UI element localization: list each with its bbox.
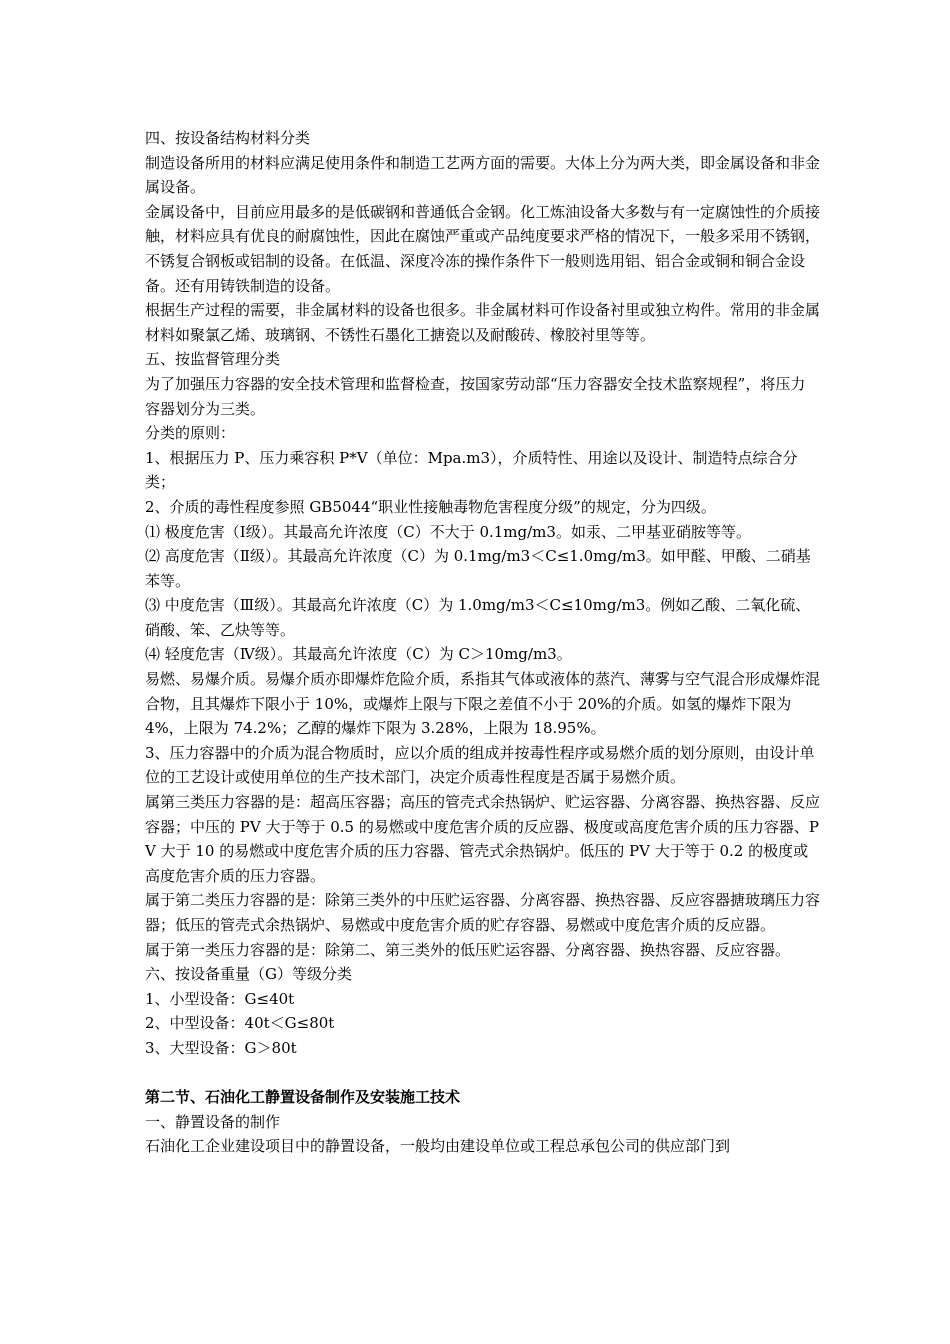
- heading-structure-material: 四、按设备结构材料分类: [145, 129, 311, 147]
- list-item: 1、小型设备：G≤40t: [145, 989, 295, 1008]
- paragraph: 属于第二类压力容器的是：除第三类外的中压贮运容器、分离容器、换热容器、反应容器搪玻璃压力容器；低压的管壳式余热锅炉、易燃或中度危害介质的贮存容器、易燃或中度危害介质的反应器。: [145, 891, 821, 934]
- paragraph: 为了加强压力容器的安全技术管理和监督检查，按国家劳动部“压力容器安全技术监察规程”，将压力容器划分为三类。: [145, 374, 806, 418]
- paragraph: 易燃、易爆介质。易爆介质亦即爆炸危险介质，系指其气体或液体的蒸汽、薄雾与空气混合形成爆炸混合物，且其爆炸下限小于 10%，或爆炸上限与下限之差值不小于 20%的介质。如氢的爆炸下限为 4%，上限为 74.2%；乙醇的爆炸下限为 3.28%，上限为 18.95%。: [145, 670, 821, 738]
- document-body: [145, 126, 820, 1159]
- list-item: 3、压力容器中的介质为混合物质时，应以介质的组成并按毒性程序或易燃介质的划分原则，由设计单位的工艺设计或使用单位的生产技术部门，决定介质毒性程度是否属于易燃介质。: [145, 743, 815, 787]
- heading-weight-class: 六、按设备重量（G）等级分类: [145, 965, 352, 984]
- paragraph: 根据生产过程的需要，非金属材料的设备也很多。非金属材料可作设备衬里或独立构件。常用的非金属材料如聚氯乙烯、玻璃钢、不锈性石墨化工搪瓷以及耐酸砖、橡胶衬里等等。: [145, 301, 821, 344]
- paragraph: 属于第一类压力容器的是：除第二、第三类外的低压贮运容器、分离容器、换热容器、反应容器。: [145, 940, 791, 959]
- list-item: ⑴ 极度危害（Ⅰ级）。其最高允许浓度（C）不大于 0.1mg/m3。如汞、二甲基亚硝胺等等。: [145, 522, 751, 541]
- list-item: 2、介质的毒性程度参照 GB5044“职业性接触毒物危害程度分级”的规定，分为四级。: [145, 497, 716, 516]
- list-item: 2、中型设备：40t＜G≤80t: [145, 1014, 335, 1033]
- subheading-fabrication: 一、静置设备的制作: [145, 1112, 281, 1131]
- paragraph: 制造设备所用的材料应满足使用条件和制造工艺两方面的需要。大体上分为两大类，即金属设备和非金属设备。: [145, 153, 821, 197]
- paragraph: 石油化工企业建设项目中的静置设备，一般均由建设单位或工程总承包公司的供应部门到: [145, 1137, 731, 1156]
- heading-supervision: 五、按监督管理分类: [145, 350, 281, 369]
- list-item: ⑶ 中度危害（Ⅲ级）。其最高允许浓度（C）为 1.0mg/m3＜C≤10mg/m3。例如乙酸、二氧化硫、硝酸、笨、乙炔等等。: [145, 596, 811, 639]
- list-item: 3、大型设备：G＞80t: [145, 1038, 297, 1057]
- paragraph: 分类的原则：: [145, 424, 236, 443]
- list-item: 1、根据压力 P、压力乘容积 P*V（单位：Mpa.m3），介质特性、用途以及设计、制造特点综合分类；: [145, 448, 798, 492]
- blank-line: [145, 1061, 820, 1086]
- list-item: ⑷ 轻度危害（Ⅳ级）。其最高允许浓度（C）为 C＞10mg/m3。: [145, 645, 572, 664]
- paragraph: 属第三类压力容器的是：超高压容器；高压的管壳式余热锅炉、贮运容器、分离容器、换热容器、反应容器；中压的 PV 大于等于 0.5 的易燃或中度危害介质的反应器、极度或高度危害介质的压力容器、PV 大于 10 的易燃或中度危害介质的压力容器、管壳式余热锅炉。低压的 PV 大于等于 0.2 的极度或高度危害介质的压力容器。: [145, 793, 821, 885]
- paragraph: 金属设备中，目前应用最多的是低碳钢和普通低合金钢。化工炼油设备大多数与有一定腐蚀性的介质接触，材料应具有优良的耐腐蚀性，因此在腐蚀严重或产品纯度要求严格的情况下，一般多采用不锈钢，不锈复合钢板或铝制的设备。在低温、深度冷冻的操作条件下一般则选用铝、铝合金或铜和铜合金设备。还有用铸铁制造的设备。: [145, 202, 821, 295]
- section-title: 第二节、石油化工静置设备制作及安装施工技术: [145, 1088, 461, 1107]
- list-item: ⑵ 高度危害（Ⅱ级）。其最高允许浓度（C）为 0.1mg/m3＜C≤1.0mg/m3。如甲醛、甲酸、二硝基苯等。: [145, 547, 811, 590]
